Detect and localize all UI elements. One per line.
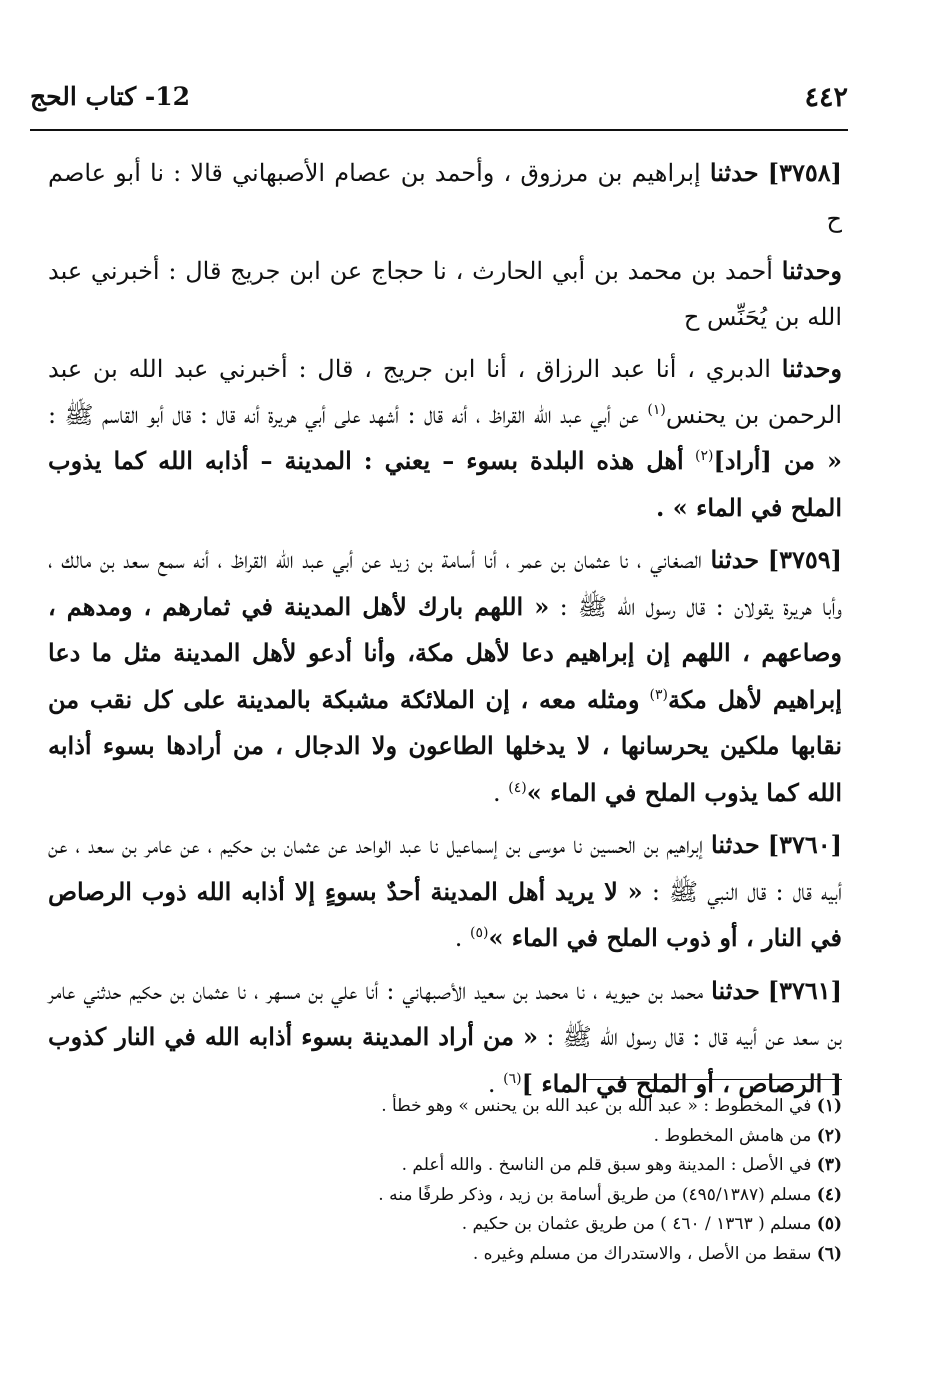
hadith-3759 xyxy=(48,537,842,816)
footnote-text: في الأصل : المدينة وهو سبق قلم من الناسخ . والله أعلم . xyxy=(401,1155,812,1175)
footnote-5 xyxy=(48,1210,842,1240)
header-rule xyxy=(30,129,848,131)
end-mark: . xyxy=(493,778,501,807)
footnote-6 xyxy=(48,1240,842,1270)
narration-word: حدثنا xyxy=(711,975,760,1005)
narration-word: وحدثنا xyxy=(781,354,842,383)
book-title: 12- كتاب الحج xyxy=(30,82,191,111)
isnad-text: إبراهيم بن الحسين نا موسى بن إسماعيل نا عبد الواحد عن عثمان بن حكيم ، عن عامر بن سعد ، عن أبيه قال : قال النبي ﷺ : xyxy=(48,831,842,906)
hadith-matn: « من أراد المدينة بسوء أذابه الله في النار كذوب [ الرصاص ، أو الملح في الماء ] xyxy=(48,1022,842,1098)
footnote-4 xyxy=(48,1181,842,1211)
hadith-3761 xyxy=(48,968,842,1108)
main-text xyxy=(48,150,842,1113)
end-mark: . xyxy=(487,1069,496,1098)
footnote-ref: (٣) xyxy=(649,686,668,703)
narration-word: حدثنا xyxy=(709,158,759,187)
hadith-number: [٣٧٦٠] xyxy=(767,830,842,859)
narration-word: حدثنا xyxy=(711,830,760,859)
footnote-ref: (٥) xyxy=(469,925,489,941)
isnad-paragraph-3 xyxy=(48,346,842,531)
page-number: ٤٤٢ xyxy=(804,82,848,113)
hadith-matn: « لا يريد أهل المدينة أحدٌ بسوءٍ إلا أذابه الله ذوب الرصاص في النار ، أو ذوب الملح في الماء » xyxy=(48,876,842,952)
footnote-number: (٥) xyxy=(816,1214,842,1234)
footnote-ref: (٤) xyxy=(508,779,527,796)
narration-word: وحدثنا xyxy=(781,256,842,285)
footnote-ref: (١) xyxy=(647,401,666,418)
hadith-matn: « من [أراد] xyxy=(713,446,842,475)
hadith-matn: « اللهم بارك لأهل المدينة في ثمارهم ، ومدهم ، وصاعهم ، اللهم إن إبراهيم دعا لأهل مكة، وأنا أدعو لأهل المدينة مثل ما دعا إبراهيم لأهل مكة xyxy=(48,591,842,714)
hadith-number: [٣٧٥٩] xyxy=(767,545,843,574)
footnote-ref: (٦) xyxy=(503,1070,522,1087)
footnote-number: (٦) xyxy=(816,1243,842,1264)
footnote-text: مسلم (٤٩٥/١٣٨٧) من طريق أسامة بن زيد ، وذكر طرفًا منه . xyxy=(378,1184,812,1205)
hadith-3758 xyxy=(48,150,842,242)
isnad-text: الصغاني ، نا عثمان بن عمر ، أنا أسامة بن زيد عن أبي عبد الله القراظ ، أنه سمع سعد بن مالك ، وأبا هريرة يقولان : قال رسول الله ﷺ : xyxy=(48,546,842,621)
footnote-ref: (٢) xyxy=(695,448,714,464)
footnote-text: مسلم ( ١٣٦٣ / ٤٦٠ ) من طريق عثمان بن حكيم . xyxy=(461,1214,812,1234)
end-mark: . xyxy=(454,924,463,952)
footnote-number: (٤) xyxy=(816,1184,842,1205)
page-header xyxy=(30,78,848,124)
footnote-text: في المخطوط : « عبد الله بن عبد الله بن يحنس » وهو خطأ . xyxy=(381,1096,812,1116)
isnad-text: محمد بن حيويه ، نا محمد بن سعيد الأصبهاني : أنا علي بن مسهر ، نا عثمان بن حكيم حدثني عامر بن سعد عن أبيه قال : قال رسول الله ﷺ : xyxy=(48,976,842,1051)
footnote-1 xyxy=(48,1092,842,1122)
footnote-number: (٣) xyxy=(816,1155,842,1175)
isnad-text-continued: عن أبي عبد الله القراظ ، أنه قال : أشهد على أبي هريرة أنه قال : قال أبو القاسم ﷺ : xyxy=(48,400,639,429)
hadith-3760 xyxy=(48,822,842,962)
footnote-2 xyxy=(48,1122,842,1152)
hadith-number: [٣٧٦١] xyxy=(767,975,843,1005)
isnad-paragraph-2 xyxy=(48,248,842,340)
footnote-3 xyxy=(48,1151,842,1181)
hadith-matn-continued: ومثله معه ، إن الملائكة مشبكة بالمدينة على كل نقب من نقابها ملكين يحرسانها ، لا يدخلها الطاعون ولا الدجال ، من أرادها بسوء أذابه الله كما يذوب الملح في الماء » xyxy=(48,684,842,807)
isnad-text: الدبري ، أنا عبد الرزاق ، أنا ابن جريج ، قال : أخبرني عبد الله بن عبد الرحمن بن يحنس xyxy=(48,355,842,429)
footnotes xyxy=(48,1092,842,1269)
footnote-text: سقط من الأصل ، والاستدراك من مسلم وغيره . xyxy=(472,1243,812,1264)
isnad-text: أحمد بن محمد بن أبي الحارث ، نا حجاج عن ابن جريج قال : أخبرني عبد الله بن يُحَنِّس ح xyxy=(48,257,842,331)
isnad-text: إبراهيم بن مرزوق ، وأحمد بن عصام الأصبهاني قالا : نا أبو عاصم ح xyxy=(48,159,842,233)
footnote-number: (٢) xyxy=(816,1125,842,1146)
footnote-rule xyxy=(585,1079,842,1080)
hadith-matn-continued: أهل هذه البلدة بسوء – يعني : المدينة – أذابه الله كما يذوب الملح في الماء » . xyxy=(48,446,842,522)
narration-word: حدثنا xyxy=(710,545,760,574)
footnote-number: (١) xyxy=(816,1096,842,1116)
footnote-text: من هامش المخطوط . xyxy=(653,1125,812,1146)
hadith-number: [٣٧٥٨] xyxy=(767,158,842,187)
